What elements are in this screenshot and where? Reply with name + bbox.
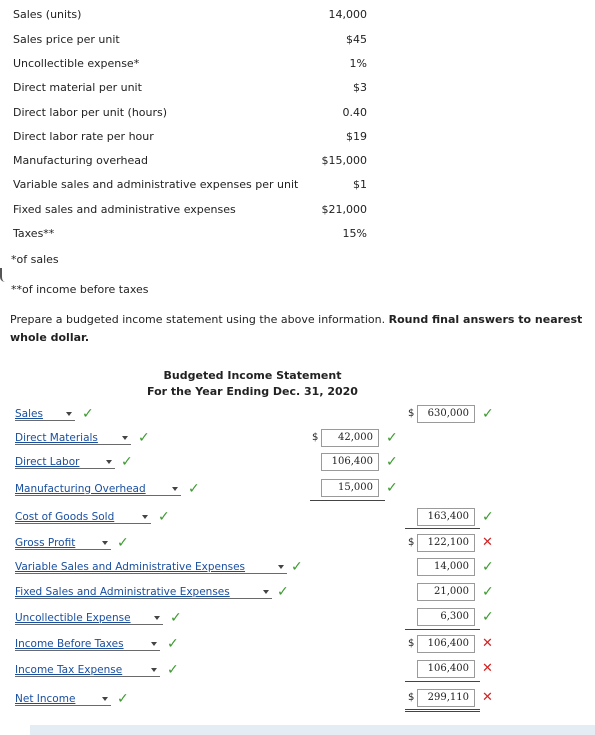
amount-input[interactable]: 21,000 (417, 583, 475, 601)
check-icon: ✓ (386, 430, 398, 446)
line-item-label: Gross Profit (15, 536, 76, 549)
line-item-select[interactable] (15, 455, 115, 469)
given-label: Sales (units) (13, 8, 82, 21)
line-item-select[interactable] (15, 637, 160, 651)
amount-input[interactable]: 106,400 (321, 453, 379, 471)
amount-input[interactable]: 106,400 (417, 635, 475, 653)
line-item-label: Direct Labor (15, 455, 80, 468)
line-item-select[interactable] (15, 536, 111, 550)
line-item-select[interactable] (15, 663, 160, 677)
amount-input[interactable]: 122,100 (417, 534, 475, 552)
given-value: 14,000 (328, 8, 367, 21)
line-item-select[interactable] (15, 560, 287, 574)
check-icon: ✓ (482, 406, 494, 422)
x-icon: ✕ (482, 661, 493, 676)
given-value: $15,000 (321, 154, 367, 167)
given-label: Manufacturing overhead (13, 154, 148, 167)
line-item-label: Manufacturing Overhead (15, 482, 146, 495)
statement-subtitle: For the Year Ending Dec. 31, 2020 (147, 385, 358, 398)
x-icon: ✕ (482, 636, 493, 651)
caret-down-icon (172, 487, 178, 491)
subtotal-rule (310, 500, 385, 501)
check-icon: ✓ (82, 406, 94, 422)
subtotal-rule (405, 681, 480, 682)
check-icon: ✓ (386, 480, 398, 496)
amount-input[interactable]: 42,000 (321, 429, 379, 447)
amount-input[interactable]: 15,000 (321, 479, 379, 497)
instructions-text: Prepare a budgeted income statement using the above information. (10, 313, 386, 326)
x-icon: ✕ (482, 690, 493, 705)
caret-down-icon (151, 668, 157, 672)
footnote-sales: *of sales (11, 253, 59, 266)
check-icon: ✓ (167, 636, 179, 652)
subtotal-rule (405, 528, 480, 529)
total-double-rule-top (405, 709, 480, 710)
caret-down-icon (122, 436, 128, 440)
line-item-select[interactable] (15, 510, 151, 524)
check-icon: ✓ (277, 584, 289, 600)
caret-down-icon (263, 590, 269, 594)
given-value: 15% (342, 227, 367, 240)
check-icon: ✓ (291, 559, 303, 575)
given-value: 1% (349, 57, 367, 70)
given-label: Taxes** (13, 227, 55, 240)
line-item-label: Uncollectible Expense (15, 611, 131, 624)
line-item-label: Variable Sales and Administrative Expenses (15, 560, 246, 573)
currency-sign: $ (312, 432, 319, 443)
check-icon: ✓ (117, 691, 129, 707)
caret-down-icon (278, 565, 284, 569)
currency-sign: $ (408, 408, 415, 419)
given-label: Uncollectible expense* (13, 57, 140, 70)
total-double-rule-bottom (405, 711, 480, 712)
caret-down-icon (102, 541, 108, 545)
given-value: $21,000 (321, 203, 367, 216)
given-value: $19 (346, 130, 367, 143)
amount-input[interactable]: 106,400 (417, 660, 475, 678)
footnote-income: **of income before taxes (11, 283, 149, 296)
currency-sign: $ (408, 537, 415, 548)
line-item-label: Income Before Taxes (15, 637, 124, 650)
amount-input[interactable]: 14,000 (417, 558, 475, 576)
caret-down-icon (106, 460, 112, 464)
given-label: Sales price per unit (13, 33, 120, 46)
statement-title: Budgeted Income Statement (163, 369, 342, 382)
check-icon: ✓ (167, 662, 179, 678)
check-icon: ✓ (482, 609, 494, 625)
instructions (10, 311, 585, 347)
check-icon: ✓ (117, 535, 129, 551)
subtotal-rule (405, 629, 480, 630)
check-icon: ✓ (188, 481, 200, 497)
check-icon: ✓ (482, 559, 494, 575)
check-icon: ✓ (482, 584, 494, 600)
line-item-select[interactable] (15, 585, 272, 599)
currency-sign: $ (408, 638, 415, 649)
check-icon: ✓ (482, 509, 494, 525)
line-item-select[interactable] (15, 692, 111, 706)
footer-bar (30, 725, 595, 735)
amount-input[interactable]: 163,400 (417, 508, 475, 526)
check-icon: ✓ (170, 610, 182, 626)
given-label: Variable sales and administrative expenses per unit (13, 178, 299, 191)
line-item-select[interactable] (15, 482, 181, 496)
caret-down-icon (102, 697, 108, 701)
line-item-select[interactable] (15, 407, 75, 421)
given-value: $3 (353, 81, 367, 94)
x-icon: ✕ (482, 535, 493, 550)
line-item-label: Net Income (15, 692, 76, 705)
given-value: $1 (353, 178, 367, 191)
caret-down-icon (142, 515, 148, 519)
caret-down-icon (154, 616, 160, 620)
line-item-label: Cost of Goods Sold (15, 510, 115, 523)
line-item-label: Direct Materials (15, 431, 98, 444)
line-item-label: Sales (15, 407, 43, 420)
currency-sign: $ (408, 692, 415, 703)
line-item-label: Income Tax Expense (15, 663, 123, 676)
instructions-bold: Round final answers to nearest whole dollar. (10, 313, 583, 344)
check-icon: ✓ (386, 454, 398, 470)
amount-input[interactable]: 630,000 (417, 405, 475, 423)
amount-input[interactable]: 299,110 (417, 689, 475, 707)
check-icon: ✓ (121, 454, 133, 470)
caret-down-icon (151, 642, 157, 646)
given-value: $45 (346, 33, 367, 46)
given-label: Direct material per unit (13, 81, 142, 94)
check-icon: ✓ (138, 430, 150, 446)
given-label: Direct labor per unit (hours) (13, 106, 168, 119)
check-icon: ✓ (158, 509, 170, 525)
given-value: 0.40 (342, 106, 367, 119)
line-item-label: Fixed Sales and Administrative Expenses (15, 585, 230, 598)
page-margin-mark (0, 268, 5, 282)
line-item-select[interactable] (15, 431, 131, 445)
amount-input[interactable]: 6,300 (417, 608, 475, 626)
caret-down-icon (66, 412, 72, 416)
line-item-select[interactable] (15, 611, 163, 625)
given-label: Direct labor rate per hour (13, 130, 154, 143)
given-label: Fixed sales and administrative expenses (13, 203, 236, 216)
